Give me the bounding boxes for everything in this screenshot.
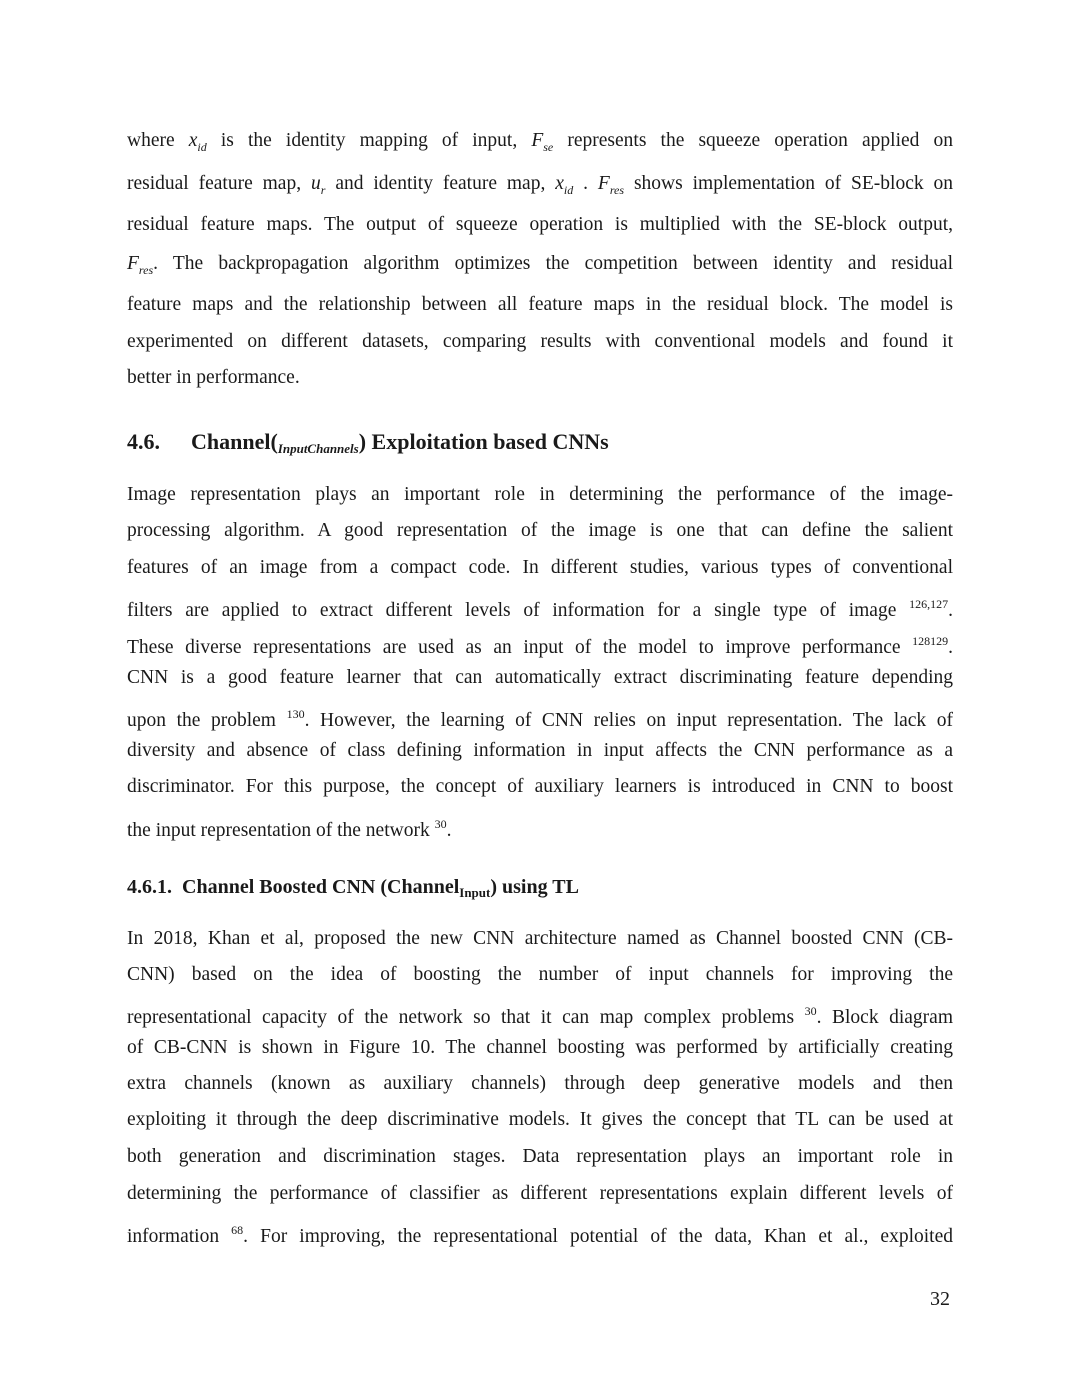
paragraph-line: extra channels (known as auxiliary channels) through deep generative models and then xyxy=(127,1073,953,1094)
paragraph-line xyxy=(127,129,953,159)
math-x-id xyxy=(555,173,574,197)
subscript: res xyxy=(138,263,154,277)
text: x xyxy=(555,173,564,194)
section-number: 4.6. xyxy=(127,429,160,454)
text: where xyxy=(127,130,189,151)
text: F xyxy=(597,173,610,194)
math-f-res xyxy=(127,253,154,277)
subscript: r xyxy=(320,183,326,197)
text: . xyxy=(948,637,953,658)
citation[interactable]: 128129 xyxy=(912,634,949,648)
paragraph-line: processing algorithm. A good representation of the image is one that can define the salient xyxy=(127,520,953,541)
citation[interactable]: 30 xyxy=(804,1004,817,1018)
paragraph-line xyxy=(127,592,953,623)
text: . xyxy=(948,600,953,621)
subscript: id xyxy=(197,140,207,154)
paragraph-line: discriminator. For this purpose, the concept of auxiliary learners is introduced in CNN to boost xyxy=(127,776,953,797)
paragraph-line: of CB-CNN is shown in Figure 10. The channel boosting was performed by artificially creating xyxy=(127,1037,953,1058)
section-heading xyxy=(127,428,609,463)
paragraph-line xyxy=(127,252,953,282)
paragraph-line xyxy=(127,999,953,1030)
text: . xyxy=(446,820,452,841)
paragraph-line: CNN) based on the idea of boosting the number of input channels for improving the xyxy=(127,964,953,985)
page-number: 32 xyxy=(930,1288,950,1310)
text: ) Exploitation based CNNs xyxy=(358,429,609,454)
paragraph-line xyxy=(127,172,953,202)
text: u xyxy=(311,173,321,194)
text: . However, the learning of CNN relies on input representation. The lack of xyxy=(304,710,954,731)
citation[interactable]: 30 xyxy=(434,817,447,831)
text: representational capacity of the network so that it can map complex problems xyxy=(127,1007,805,1028)
text: . For improving, the representational potential of the data, Khan et al., exploited xyxy=(243,1226,953,1247)
text: filters are applied to extract different levels of information for a single type of image xyxy=(127,600,910,621)
text: Channel Boosted CNN (Channel xyxy=(182,876,460,898)
paragraph-line: CNN is a good feature learner that can automatically extract discriminating feature depending xyxy=(127,667,953,688)
citation[interactable]: 130 xyxy=(286,707,305,721)
text: F xyxy=(127,253,139,274)
paragraph-line: exploiting it through the deep discriminative models. It gives the concept that TL can be used at xyxy=(127,1109,953,1130)
text: . xyxy=(583,173,598,194)
text: and identity feature map, xyxy=(335,173,556,194)
subscript: se xyxy=(543,140,554,154)
paragraph-line xyxy=(127,629,953,660)
subscript: Input xyxy=(459,885,491,900)
section-number: 4.6.1. xyxy=(127,876,172,898)
subscript: id xyxy=(563,183,574,197)
paragraph-line: features of an image from a compact code. In different studies, various types of conventional xyxy=(127,557,953,578)
text: . The backpropagation algorithm optimizes the competition between identity and residual xyxy=(153,253,953,274)
citation[interactable]: 126,127 xyxy=(909,597,949,611)
math-x-id xyxy=(188,130,207,154)
text: shows implementation of SE-block on xyxy=(633,173,954,194)
text: residual feature map, xyxy=(127,173,311,194)
text: upon the problem xyxy=(127,710,287,731)
paragraph-line: both generation and discrimination stages. Data representation plays an important role in xyxy=(127,1146,953,1167)
subsection-heading xyxy=(127,874,579,906)
text: Channel( xyxy=(191,429,278,454)
text: . Block diagram xyxy=(816,1007,953,1028)
text: x xyxy=(188,130,198,151)
paragraph-line: Image representation plays an important role in determining the performance of the image- xyxy=(127,484,953,505)
text: represents the squeeze operation applied on xyxy=(567,130,954,151)
subscript: InputChannels xyxy=(277,441,359,456)
text: is the identity mapping of input, xyxy=(220,130,532,151)
subscript: res xyxy=(609,183,625,197)
math-f-se xyxy=(531,130,554,154)
paragraph-line xyxy=(127,812,953,843)
paragraph-line: In 2018, Khan et al, proposed the new CNN architecture named as Channel boosted CNN (CB- xyxy=(127,928,953,949)
paragraph-line: residual feature maps. The output of squeeze operation is multiplied with the SE-block output, xyxy=(127,214,953,235)
text: These diverse representations are used as an input of the model to improve performance xyxy=(127,637,913,658)
paragraph-line xyxy=(127,702,953,733)
text: the input representation of the network xyxy=(127,820,435,841)
citation[interactable]: 68 xyxy=(231,1223,244,1237)
math-u-r xyxy=(311,173,326,197)
paragraph-line: determining the performance of classifier as different representations explain different levels of xyxy=(127,1183,953,1204)
paragraph-line: better in performance. xyxy=(127,367,300,388)
math-f-res xyxy=(597,173,625,197)
text: ) using TL xyxy=(490,876,579,898)
paragraph-line: diversity and absence of class defining information in input affects the CNN performance as a xyxy=(127,740,953,761)
text: F xyxy=(531,130,544,151)
paragraph-line xyxy=(127,1218,953,1249)
paragraph-line: feature maps and the relationship between all feature maps in the residual block. The model is xyxy=(127,294,953,315)
text: information xyxy=(127,1226,232,1247)
paragraph-line: experimented on different datasets, comparing results with conventional models and found it xyxy=(127,331,953,352)
